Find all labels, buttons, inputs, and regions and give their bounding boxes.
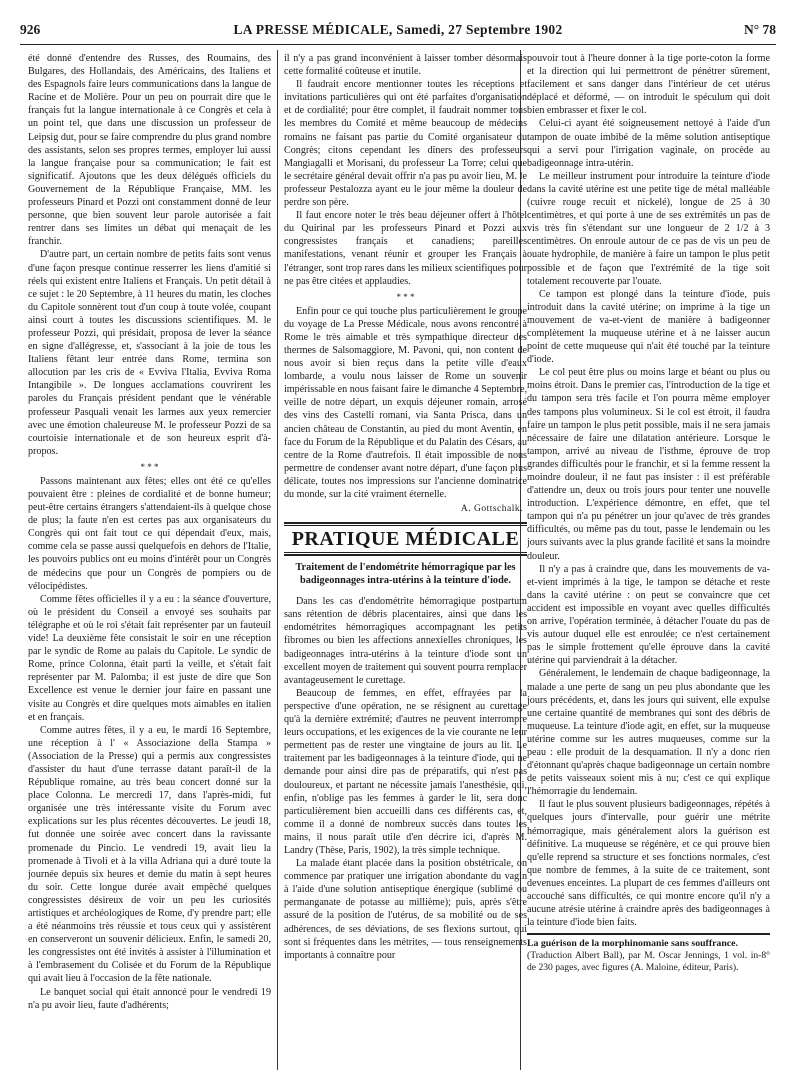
paragraph: Il n'y a pas à craindre que, dans les mouvements de va-et-vient imprimés à la tige, le tampon se détache et reste dans la cavité utérine : on peut se convaincre que cet accident est impossible en voyant avec quelles difficultés on arrive, l'opération terminée, à détacher l'ouate du pas de vis autour duquel elle est enroulée; ce n'est certainement pas le simple frottement qu'elle éprouve dans la cavité utérine qui parviendrait à la détacher. [527,563,770,667]
section-rubric [284,522,527,556]
paragraph: Celui-ci ayant été soigneusement nettoyé à l'aide d'un tampon de ouate imbibé de la même solution antiseptique qui a servi pour l'irrigation vaginale, on procède au badigeonnage intra-utérin. [527,118,770,169]
paragraph: La malade étant placée dans la position obstétricale, on commence par pratiquer une irrigation abondante du vagin à l'aide d'une solution antiseptique énergique (sublimé ou permanganate de potasse au millième); puis, après s'être assuré de la position de l'utérus, de sa mobilité ou de ses adhérences, de ses déviations, de ses flexions surtout, qui sont si fréquentes dans les métrites, — tous renseignements importants à connaître pour [284,858,527,961]
paragraph: Comme autres fêtes, il y a eu, le mardi 16 Septembre, une réception à l' « Associazione della Stampa » (Association de la Presse) qui a permis aux congressistes d'assister du haut d'une terrasse datant paraît-il de la République romaine, au très beau concert donné sur la place Colonna. Le mercredi 17, dans l'après-midi, fut organisée une très intéressante visite du Forum avec explications sur les plus récentes découvertes. Le jeudi 18, fut donnée une soirée avec concert dans la ravissante promenade du Pincio. Le vendredi 19, avait lieu la promenade à Tivoli et à la villa Adriana qui a duré toute la journée depuis six heures et demie du matin à sept heures du soir. Cette longue durée avait empêché quelques congressistes désireux de voir un peu les curiosités artistiques et archéologiques de Rome, d'y prendre part; elle a été néanmoins très réussie et tous ceux qui y assistèrent en conserveront un souvenir délicieux. Enfin, le samedi 20, les congressistes ont été invités à assister à l'illumination et à l'embrasement du Colisée et du Forum de la République qui avait lieu à l'occasion de la fête nationale. [28,724,271,985]
paragraph: Beaucoup de femmes, en effet, effrayées par la perspective d'une opération, ne se résignent au curettage qu'à la dernière extrémité; d'autres ne peuvent interrompre leurs occupations, et les exigences de la vie courante ne leur permettent pas de rester une vingtaine de jours au lit. Le traitement par les badigeonnages à la teinture d'iode, qui ne demande pour ainsi dire pas de préparatifs, qui n'est pas douloureux, et partant ne nécessite jamais l'anesthésie, qui, enfin, n'oblige pas les femmes à garder le lit, sera donc particulièrement bien accueilli dans ces différents cas, et, comme il a donné de nombreux succès dans toutes les mains, il nous paraît utile d'en décrire ici, d'après M. Landry (Thèse, Paris, 1902), la très simple technique. [284,687,527,856]
paragraph: pouvoir tout à l'heure donner à la tige porte-coton la forme et la direction qui lui permettront de pénétrer sûrement, facilement et sans danger dans l'intérieur de cet utérus déplacé et déformé, — on introduit le spéculum qui doit bien embrasser et fixer le col. [527,53,770,117]
journal-title: LA PRESSE MÉDICALE, Samedi, 27 Septembre 1902 [233,22,563,37]
paragraph: Le meilleur instrument pour introduire la teinture d'iode dans la cavité utérine est une petite tige de métal malléable (cuivre rouge recuit et nickelé), longue de 25 à 30 centimètres, et qui porte à une de ses extrémités un pas de vis très fin s'étendant sur une longueur de 2 1/2 à 3 centimètres. On enroule autour de ce pas de vis un peu de ouate hydrophile, de manière à faire un tampon le plus petit possible et de façon que l'extrémité de la tige soit totalement recouverte par l'ouate. [527,170,770,287]
paragraph: Il faut encore noter le très beau déjeuner offert à l'hôtel du Quirinal par les professeurs Pinard et Pozzi aux congressistes français et canadiens; pareilles manifestations, venant réunir et grouper les Français à l'étranger, sont trop rares dans les milieux scientifiques pour ne pas être citées et applaudies. [284,210,527,287]
paragraph: Le col peut être plus ou moins large et béant ou plus ou moins étroit. Dans le premier cas, l'introduction de la tige et du tampon sera très facile et l'on pourra même employer des tampons plus volumineux. Si le col est étroit, il faudra faire un tampon le plus petit possible, mais il ne sera jamais nécessaire de faire une dilatation antérieure. Lorsque le tampon, arrivé au niveau de l'isthme, éprouve de trop grandes difficultés pour le franchir, et si la femme ressent la moindre douleur, il ne faut pas insister : il est préférable d'attendre un, deux ou trois jours pour tenter une nouvelle introduction. L'expérience démontre, en effet, que tel tampon qui n'a pu pénétrer un jour qu'avec de très grandes difficultés, ou même pas du tout, passe le lendemain ou les jours suivants avec la plus grande facilité et sans la moindre douleur. [527,367,770,562]
paragraph: Enfin pour ce qui touche plus particulièrement le groupe du voyage de La Presse Médicale, nous avons rencontré à Rome le très aimable et très sympathique directeur des thermes de Salsomaggiore, M. Pavoni, qui, non content de nous avoir si bien reçus dans la petite ville d'eaux lombarde, a voulu nous laisser de Rome un souvenir impérissable en nous faisant faire le dimanche 4 Septembre, veille de notre départ, un exquis déjeuner romain, arrosé des vins des Castelli romani, via Santa Prisca, dans un ancien château de Constantin, au pied du mont Aventin, en face du Forum de la République et du Palatin des Césars, au centre de la Rome d'autrefois. Il était impossible de nous permettre de condenser avant notre départ, d'une façon plus délicate, toutes nos impressions sur l'ancienne dominatrice du monde, sur la cité vraiment éternelle. [284,305,527,500]
section-break: * * * [140,461,159,472]
paragraph: Comme fêtes officielles il y a eu : la séance d'ouverture, où le président du Conseil a envoyé ses souhaits par télégraphe et où le roi s'était fait représenter par un fauteuil vide! La deuxième fête consistait le soir en une réception par le syndic de Rome au palais du Capitole. Le syndic de Rome, prince Colonna, était parti la veille, et s'était fait représenter par M. Palomba; il est juste de dire que Son Excellence est venue le dernier jour faire en passant une visite au Congrès et dire quelques mots aimables en italien et en français. [28,593,271,723]
paragraph: été donné d'entendre des Russes, des Roumains, des Bulgares, des Hollandais, des Américains, des Italiens et des Espagnols faire leurs communications dans la langue de Racine et de Molière. Pour un peu on pourrait dire que le français fut la langue internationale à ce Congrès et cela à un point tel, que dans une discussion un professeur de Leipsig dut, pour se faire comprendre du plus grand nombre des assistants, selon ses propres termes, employer lui aussi la langue française pour sa communication; le fait est significatif. Ajoutons que les deux délégués officiels du Gouvernement de la République Française, MM. les professeurs Pinard et Pozzi ont constamment donné de leur personne, que bien souvent leur parole autorisée a fait rentrer dans ses limites un débat qui menaçait de les franchir. [28,53,271,248]
article-title: Traitement de l'endométrite hémorragique par les badigeonnages intra-utérins à la teinture d'iode. [295,562,516,586]
paragraph: D'autre part, un certain nombre de petits faits sont venus d'une façon presque continue resserrer les liens d'amitié si réels qui existent entre Italiens et Français. Un petit détail à ce sujet : le 20 Septembre, à 11 heures du matin, les cloches du Capitole sonnèrent tout d'un coup à toute volée, coupant ainsi court à toutes les discussions scientifiques. M. le professeur Pozzi, qui présidait, proposa de lever la séance en signe d'allégresse, et, s'associant à la joie de tous les Italiens fêtant leur entrée dans Rome, termina son allocution par les cris de « Evviva l'Italia, Evviva Roma Intangibile ». De longues acclamations couvrirent les paroles du Français président pendant que le vénérable professeur Pasquali venait les larmes aux yeux remercier avec une émotion chaleureuse M. le professeur Pozzi de sa courtoisie internationale et de son heureux esprit d'à-propos. [28,249,271,457]
header-rule [20,44,776,45]
paragraph: Le banquet social qui était annoncé pour le vendredi 19 n'a pu avoir lieu, faute d'adhérents; [28,986,271,1011]
rubric-title: PRATIQUE MÉDICALE [284,525,527,553]
column-2 [284,52,527,1072]
book-notice [527,933,770,974]
column-divider [277,50,278,1070]
section-break: * * * [396,291,415,302]
issue-number: N° 78 [743,22,776,37]
author-signature: A. Gottschalk. [460,504,523,515]
paragraph: Dans les cas d'endométrite hémorragique postpartum sans rétention de débris placentaires, ainsi que dans les endométrites hémorragiques accompagnant les petits fibromes ou bien les affections annexielles chroniques, les badigeonnages intra-utérins à la teinture d'iode sont un excellent moyen de traitement qui souvent pourra remplacer avantageusement le curettage. [284,596,527,686]
paragraph: Il faut le plus souvent plusieurs badigeonnages, répétés à quelques jours d'intervalle, pour guérir une métrite hémorragique, mais généralement alors la guérison est définitive. La muqueuse se régénère, et ce qui prouve bien qu'elle reprend sa structure et ses fonctions normales, c'est que nombre de femmes, à la suite de ce traitement, sont devenues enceintes. La plupart de ces femmes d'ailleurs ont accouché sans difficultés, ce qui montre encore qu'il n'y a aucune atrésie utérine à craindre après des badigeonnages à la teinture d'iode bien faits. [527,799,770,929]
paragraph: Il faudrait encore mentionner toutes les réceptions et invitations particulières qui ont été parfaites d'organisation et de cordialité; pour être complet, il faudrait nommer tous les membres du Comité et même beaucoup de médecins romains ne faisant pas partie du Comité organisateur du Congrès; citons cependant les dîners des professeurs Mangiagalli et Morisani, du professeur La Torre; celui que le secrétaire général devait offrir n'a pas pu avoir lieu, M. le professeur Pestalozza ayant eu le jour même la douleur de perdre son père. [284,79,527,209]
page-header [20,22,776,40]
page-number: 926 [20,22,41,37]
book-details: (Traduction Albert Ball), par M. Oscar Jennings, 1 vol. in-8° de 230 pages, avec figures (A. Maloine, éditeur, Paris). [527,950,770,974]
column-3 [527,52,770,1072]
paragraph: Passons maintenant aux fêtes; elles ont été ce qu'elles pouvaient être : pleines de cordialité et de bonne humeur; peut-être certains étrangers s'attendaient-ils à quelque chose de plus; la faute n'en est certes pas aux organisateurs du Congrès qui ont fait tout ce qui dépendait d'eux, mais, comme cela se passe aussi quelquefois en dehors de l'Italie, les pouvoirs publics ont eu moins d'intérêt pour un Congrès de médecins que pour un Congrès de pompiers ou de vélocipédistes. [28,475,271,592]
paragraph: Généralement, le lendemain de chaque badigeonnage, la malade a une perte de sang un peu plus abondante que les jours précédents, et, dans les jours qui suivent, elle expulse une certaine quantité de membranes qui sont des débris de muqueuse. La teinture d'iode agit, en effet, sur la muqueuse utérine comme sur les autres muqueuses, comme sur la peau : elle produit de la desquamation. Il n'y a donc rien d'étonnant qu'après chaque badigeonnage un certain nombre de petits vaisseaux soient mis à nu; c'est ce qui explique l'hémorragie du lendemain. [527,668,770,798]
book-title: La guérison de la morphinomanie sans souffrance. [527,938,738,950]
paragraph: Ce tampon est plongé dans la teinture d'iode, puis introduit dans la cavité utérine; on imprime à la tige un mouvement de va-et-vient de manière à badigeonner complètement la muqueuse utérine et à ne laisser aucun point de cette muqueuse qui n'ait été touché par la teinture d'iode. [527,288,770,366]
column-1 [28,52,271,1072]
paragraph: il n'y a pas grand inconvénient à laisser tomber désormais cette formalité coûteuse et inutile. [284,53,527,78]
